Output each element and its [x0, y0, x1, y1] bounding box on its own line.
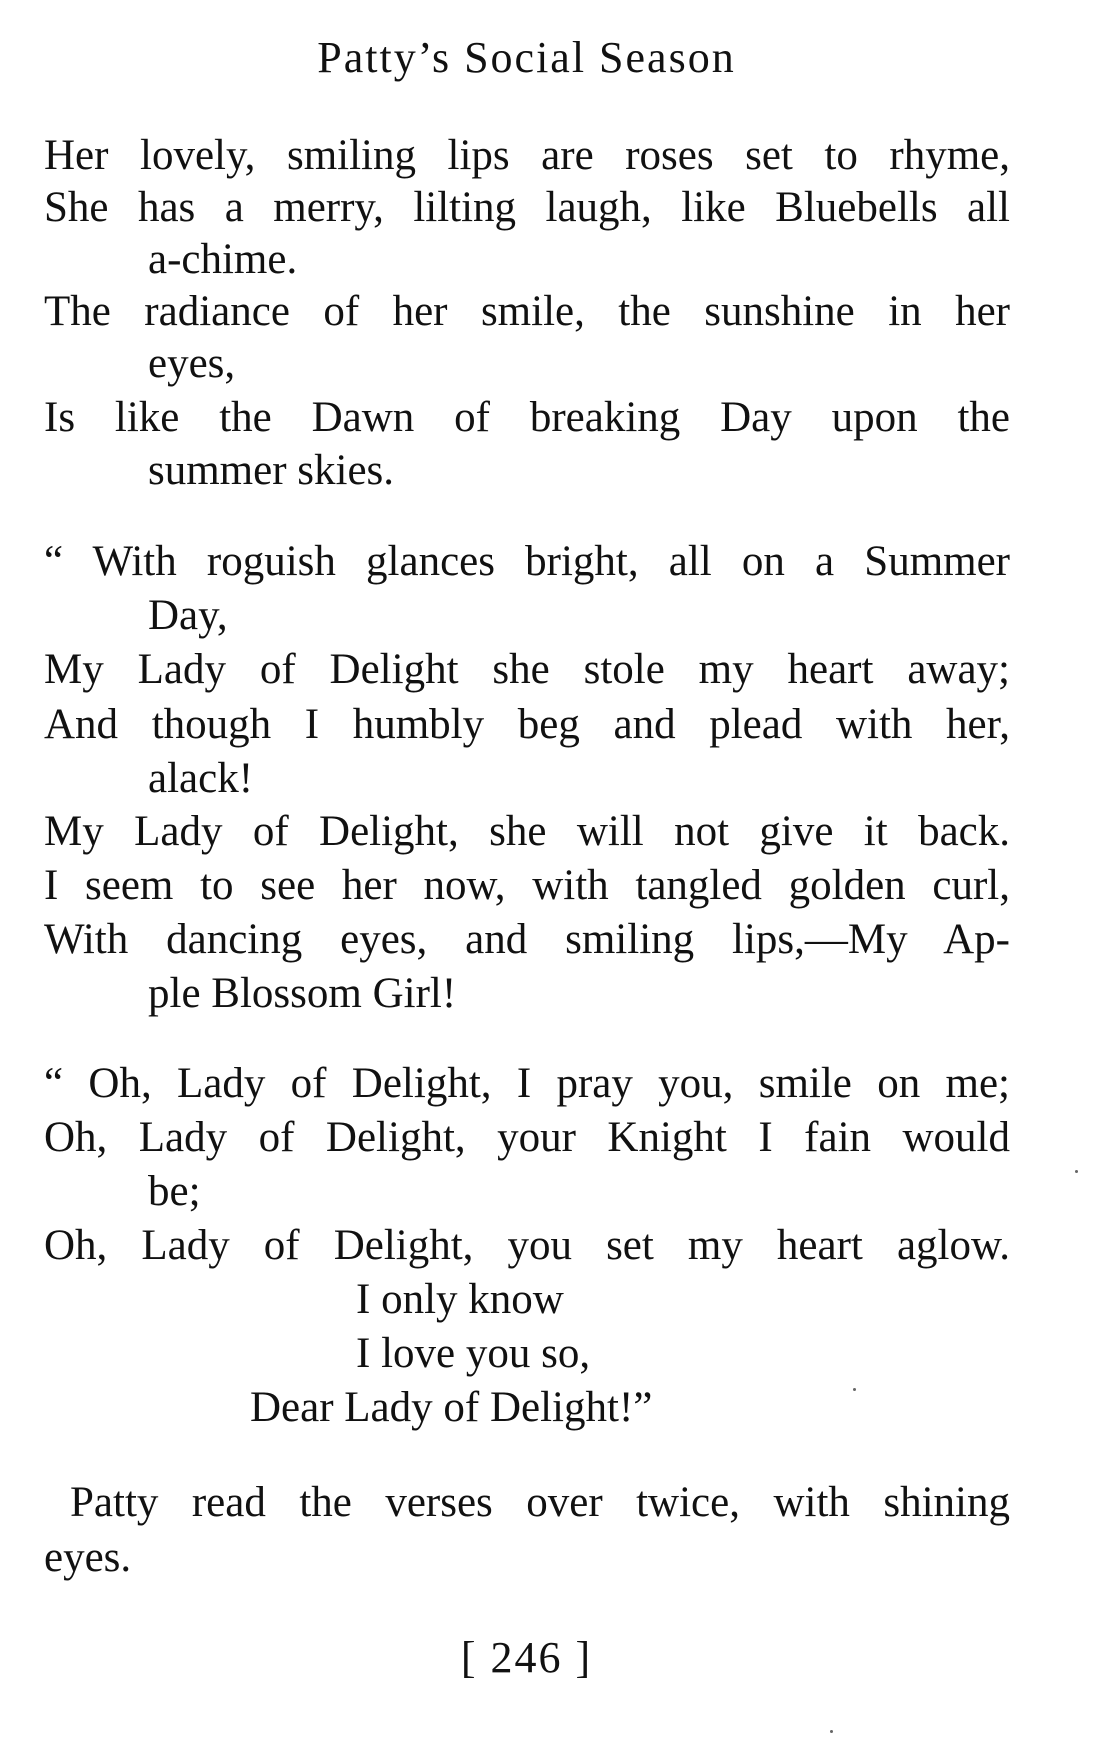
poem-refrain-line: Dear Lady of Delight!”: [250, 1384, 653, 1431]
poem-line: The radiance of her smile, the sunshine in her: [44, 288, 1010, 335]
poem-line: She has a merry, lilting laugh, like Bluebells all: [44, 184, 1010, 231]
poem-line: Her lovely, smiling lips are roses set to rhyme,: [44, 132, 1010, 179]
print-speck: [853, 1388, 856, 1391]
poem-line: “ Oh, Lady of Delight, I pray you, smile on me;: [44, 1060, 1010, 1107]
poem-line-continuation: eyes,: [148, 340, 236, 387]
page-number: [ 246 ]: [460, 1633, 593, 1682]
print-speck: [830, 1730, 833, 1733]
prose-line: eyes.: [44, 1534, 132, 1581]
poem-line-continuation: alack!: [148, 755, 254, 802]
running-title: Patty’s Social Season: [317, 33, 736, 82]
poem-line: Is like the Dawn of breaking Day upon the: [44, 394, 1010, 441]
poem-line: Oh, Lady of Delight, your Knight I fain would: [44, 1114, 1010, 1161]
poem-refrain-line: I only know: [356, 1276, 564, 1323]
print-speck: [1075, 1170, 1078, 1173]
poem-line-continuation: Day,: [148, 592, 228, 639]
poem-refrain-line: I love you so,: [356, 1330, 591, 1377]
poem-line: My Lady of Delight she stole my heart away;: [44, 646, 1010, 693]
prose-line: Patty read the verses over twice, with shining: [70, 1479, 1010, 1526]
poem-line: “ With roguish glances bright, all on a Summer: [44, 538, 1010, 585]
poem-line: And though I humbly beg and plead with her,: [44, 701, 1010, 748]
poem-line-continuation: ple Blossom Girl!: [148, 970, 457, 1017]
poem-line: With dancing eyes, and smiling lips,—My Ap-: [44, 916, 1010, 963]
poem-line: I seem to see her now, with tangled golden curl,: [44, 862, 1010, 909]
poem-line: Oh, Lady of Delight, you set my heart aglow.: [44, 1222, 1010, 1269]
poem-line-continuation: be;: [148, 1168, 201, 1215]
poem-line-continuation: a-chime.: [148, 236, 298, 283]
poem-line: My Lady of Delight, she will not give it back.: [44, 808, 1010, 855]
poem-line-continuation: summer skies.: [148, 447, 395, 494]
